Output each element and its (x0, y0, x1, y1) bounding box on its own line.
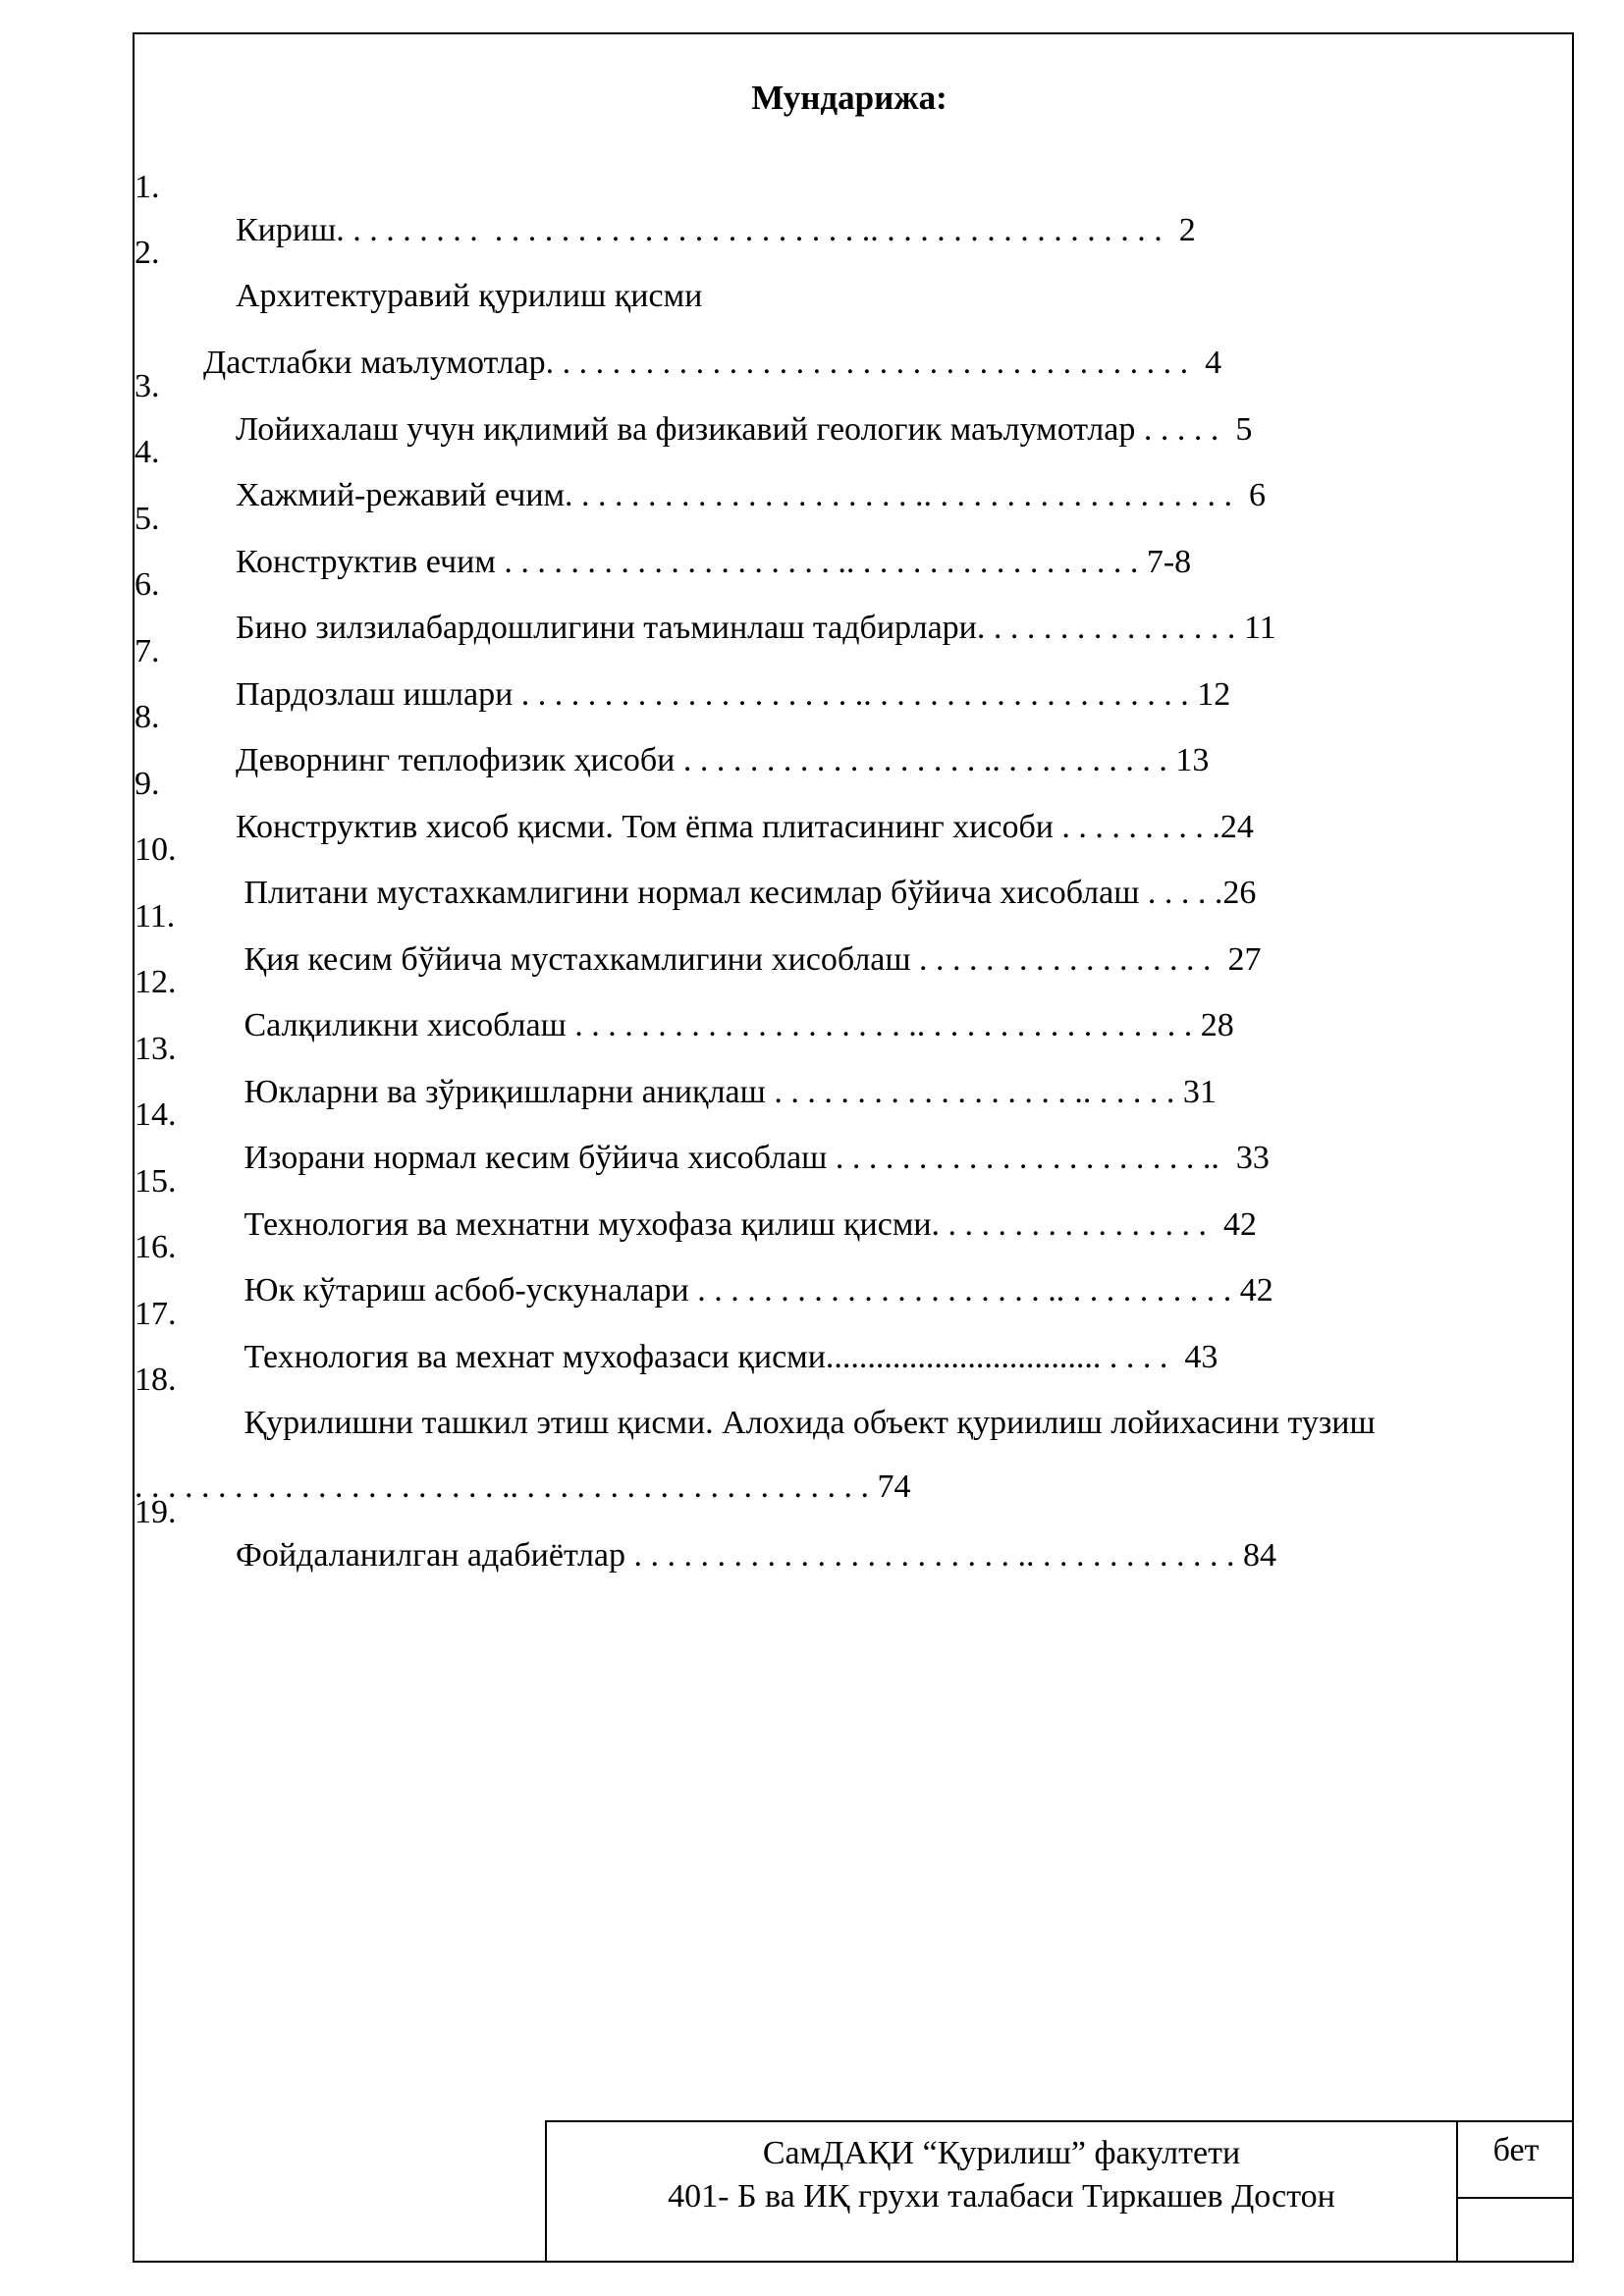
toc-text: Деворнинг теплофизик ҳисоби . . . . . . . . . . . . . . . . . . .. . . . . . . . . . . 13 (236, 742, 1210, 778)
toc-text: Дастлабки маълумотлар. . . . . . . . . . . . . . . . . . . . . . . . . . . . . . . . . . . . . . . 4 (203, 345, 1222, 381)
toc-text: Юк кўтариш асбоб-ускуналари . . . . . . . . . . . . . . . . . . . . . .. . . . . . . . . . . 42 (236, 1272, 1273, 1308)
toc-text: Салқиликни хисоблаш . . . . . . . . . . . . . . . . . . . . .. . . . . . . . . . . . . . . . . 28 (236, 1007, 1234, 1043)
toc-number: 1. (135, 169, 160, 205)
toc-number: 13. (135, 1031, 177, 1067)
toc-number: 11. (135, 898, 176, 934)
toc-text: Хажмий-режавий ечим. . . . . . . . . . . . . . . . . . . . . .. . . . . . . . . . . . . . . . . . . 6 (236, 477, 1267, 513)
toc-number: 4. (135, 434, 160, 470)
toc-text: Конструктив хисоб қисми. Том ёпма плитасининг хисоби . . . . . . . . . .24 (236, 809, 1254, 845)
toc-number: 6. (135, 566, 160, 603)
toc-text: Лойихалаш учун иқлимий ва физикавий геологик маълумотлар . . . . . 5 (236, 411, 1253, 448)
toc-text: Юкларни ва зўриқишларни аниқлаш . . . . . . . . . . . . . . . . . . .. . . . . . 31 (236, 1074, 1217, 1110)
toc-text: Изорани нормал кесим бўйича хисоблаш . . . . . . . . . . . . . . . . . . . . . . .. 33 (236, 1140, 1270, 1176)
toc-text: Технология ва мехнатни мухофаза қилиш қисми. . . . . . . . . . . . . . . . . 42 (236, 1206, 1258, 1243)
toc-number: 12. (135, 964, 177, 1000)
toc-text: Кириш. . . . . . . . . . . . . . . . . . . . . . . . . . . . . . . .. . . . . . . . . . . . . . . . . . 2 (236, 212, 1196, 248)
toc-text: Қурилишни ташкил этиш қисми. Алохида объект қуриилиш лойихасини тузиш (236, 1405, 1376, 1441)
toc-number: 18. (135, 1362, 177, 1398)
student-line: 401- Б ва ИҚ грухи талабаси Тиркашев Достон (668, 2178, 1335, 2215)
toc-number: 16. (135, 1229, 177, 1265)
title-block-main (547, 2122, 1458, 2263)
toc-number: 15. (135, 1163, 177, 1200)
toc-title: Мундарижа: (751, 79, 947, 117)
toc-text: Фойдаланилган адабиётлар . . . . . . . . . . . . . . . . . . . . . . . .. . . . . . . . . . . . . 84 (236, 1537, 1277, 1574)
toc-text: Қия кесим бўйича мустахкамлигини хисоблаш . . . . . . . . . . . . . . . . . . 27 (236, 941, 1262, 978)
title-block (545, 2120, 1574, 2263)
toc-number: 8. (135, 699, 160, 735)
toc-text: Конструктив ечим . . . . . . . . . . . . . . . . . . . . .. . . . . . . . . . . . . . . . . . 7-8 (236, 544, 1192, 580)
toc-number: 14. (135, 1096, 177, 1133)
toc-number: 7. (135, 633, 160, 669)
toc-text: Архитектуравий қурилиш қисми (236, 278, 703, 314)
toc-text: Пардозлаш ишлари . . . . . . . . . . . . . . . . . . . . .. . . . . . . . . . . . . . . . . . . . 12 (236, 676, 1231, 713)
faculty-line: СамДАҚИ “Қурилиш” факултети (762, 2135, 1241, 2171)
toc-text: Технология ва мехнат мухофазаси қисми................................. . . . . 43 (236, 1339, 1218, 1375)
toc-number: 5. (135, 501, 160, 537)
toc-number: 10. (135, 831, 177, 868)
toc-text: Бино зилзилабардошлигини таъминлаш тадбирлари. . . . . . . . . . . . . . . . 11 (236, 610, 1276, 646)
toc-number: 17. (135, 1296, 177, 1332)
toc-number: 3. (135, 368, 160, 404)
toc-number: 9. (135, 766, 160, 802)
page-label: бет (1492, 2132, 1540, 2168)
toc-number: 2. (135, 235, 160, 271)
toc-text: . . . . . . . . . . . . . . . . . . . . . . .. . . . . . . . . . . . . . . . . . . . . . 74 (135, 1468, 911, 1505)
page-label-cell (1458, 2122, 1574, 2199)
toc-text: Плитани мустахкамлигини нормал кесимлар бўйича хисоблаш . . . . .26 (236, 875, 1257, 911)
toc-number: 19. (135, 1494, 177, 1530)
